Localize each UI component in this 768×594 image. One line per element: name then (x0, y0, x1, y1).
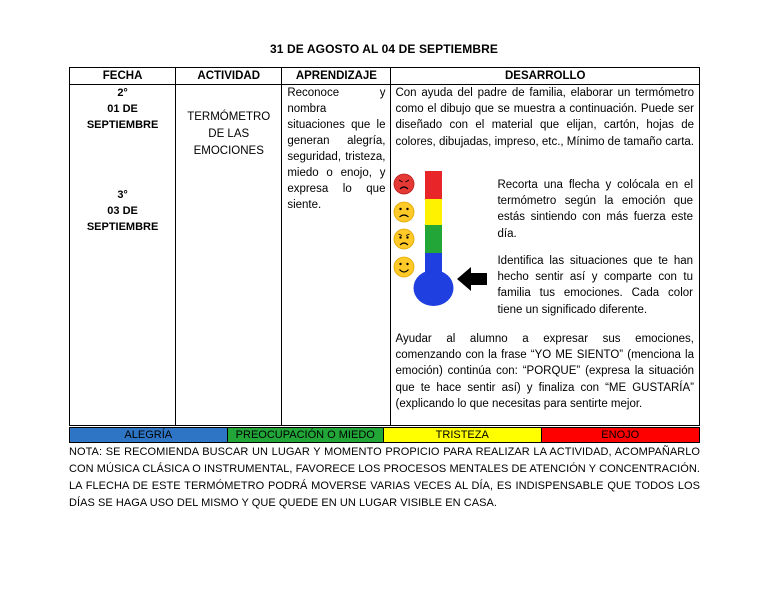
fecha-cell (70, 85, 176, 426)
legend-enojo (542, 428, 700, 442)
thermometer-bulb (414, 270, 454, 306)
fecha-2-number: 3° (117, 189, 128, 201)
fecha-1-month: SEPTIEMBRE (86, 119, 159, 131)
header-fecha: FECHA (70, 68, 176, 85)
actividad-cell (176, 85, 282, 426)
actividad-line-1: TERMÓMETRO (187, 111, 271, 123)
desarrollo-paragraph-2: Recorta una flecha y colócala en el termómetro según la emoción que estás sintiendo con más fuerza este día. (497, 179, 693, 240)
desarrollo-cell (391, 85, 700, 426)
happy-face-icon (394, 257, 414, 277)
thermometer-illustration (391, 169, 501, 309)
angry-face-icon (394, 174, 414, 194)
aprendizaje-text: Reconoce y nombra situaciones que le generan alegría, seguridad, tristeza, miedo o enojo, y expresa lo que siente. (287, 87, 386, 211)
fecha-2-date: 03 DE (107, 205, 138, 217)
header-actividad: ACTIVIDAD (176, 68, 282, 85)
note-text: NOTA: SE RECOMIENDA BUSCAR UN LUGAR Y MOMENTO PROPICIO PARA REALIZAR LA ACTIVIDAD, ACOMPAÑARLO CON MÚSICA CLÁSICA O INSTRUMENTAL, FAVORECE LOS PROCESOS MENTALES DE ATENCIÓN Y CONCENTRACIÓN. LA FLECHA DE ESTE TERMÓMETRO PODRÁ MOVERSE VARIAS VECES AL DÍA, ES INDISPENSABLE QUE TODOS LOS DÍAS SE HAGA USO DEL MISMO Y QUE QUEDE EN UN LUGAR VISIBLE EN CASA. (69, 446, 700, 509)
desarrollo-paragraph-1: Con ayuda del padre de familia, elaborar un termómetro como el dibujo que se muestra a continuación. Puede ser diseñado con el material que elijan, cartón, hojas de colores, dibujadas, impreso, etc., Mínimo de tamaño carta. (395, 87, 694, 148)
legend-preocupacion-label: PREOCUPACIÓN O MIEDO (235, 429, 375, 441)
legend-tristeza-label: TRISTEZA (435, 429, 489, 441)
fecha-2-month: SEPTIEMBRE (86, 221, 159, 233)
activity-table (69, 67, 700, 426)
fecha-1-number: 2° (117, 87, 128, 99)
actividad-line-2: DE LAS (208, 128, 250, 140)
worried-face-icon (394, 229, 414, 249)
emotion-color-legend (69, 427, 700, 443)
page-title: 31 DE AGOSTO AL 04 DE SEPTIEMBRE (270, 42, 498, 56)
header-desarrollo: DESARROLLO (391, 68, 700, 85)
legend-alegria (70, 428, 228, 442)
desarrollo-paragraph-3: Identifica las situaciones que te han hecho sentir así y comparte con tu familia tus emociones. Cada color tiene un significado diferente. (497, 255, 693, 316)
thermometer-green-segment (425, 225, 442, 253)
actividad-line-3: EMOCIONES (193, 145, 264, 157)
header-aprendizaje: APRENDIZAJE (282, 68, 391, 85)
legend-tristeza (384, 428, 542, 442)
aprendizaje-cell (282, 85, 391, 426)
legend-alegria-label: ALEGRÍA (124, 429, 173, 441)
legend-enojo-label: ENOJO (601, 429, 640, 441)
arrow-left-icon (457, 267, 487, 291)
table-row (70, 85, 700, 426)
legend-preocupacion (228, 428, 385, 442)
desarrollo-paragraph-4: Ayudar al alumno a expresar sus emociones, comenzando con la frase “YO ME SIENTO” (menciona la emoción) continúa con: “PORQUE” (expresa la situación que te hace sentir así) y finaliza con “ME GUSTARÍA” (explicando lo que necesitas para sentirte mejor. (395, 333, 694, 410)
thermometer-red-segment (425, 171, 442, 199)
sad-face-icon (394, 202, 414, 222)
table-header-row (70, 68, 700, 85)
fecha-1-date: 01 DE (107, 103, 138, 115)
thermometer-yellow-segment (425, 199, 442, 225)
